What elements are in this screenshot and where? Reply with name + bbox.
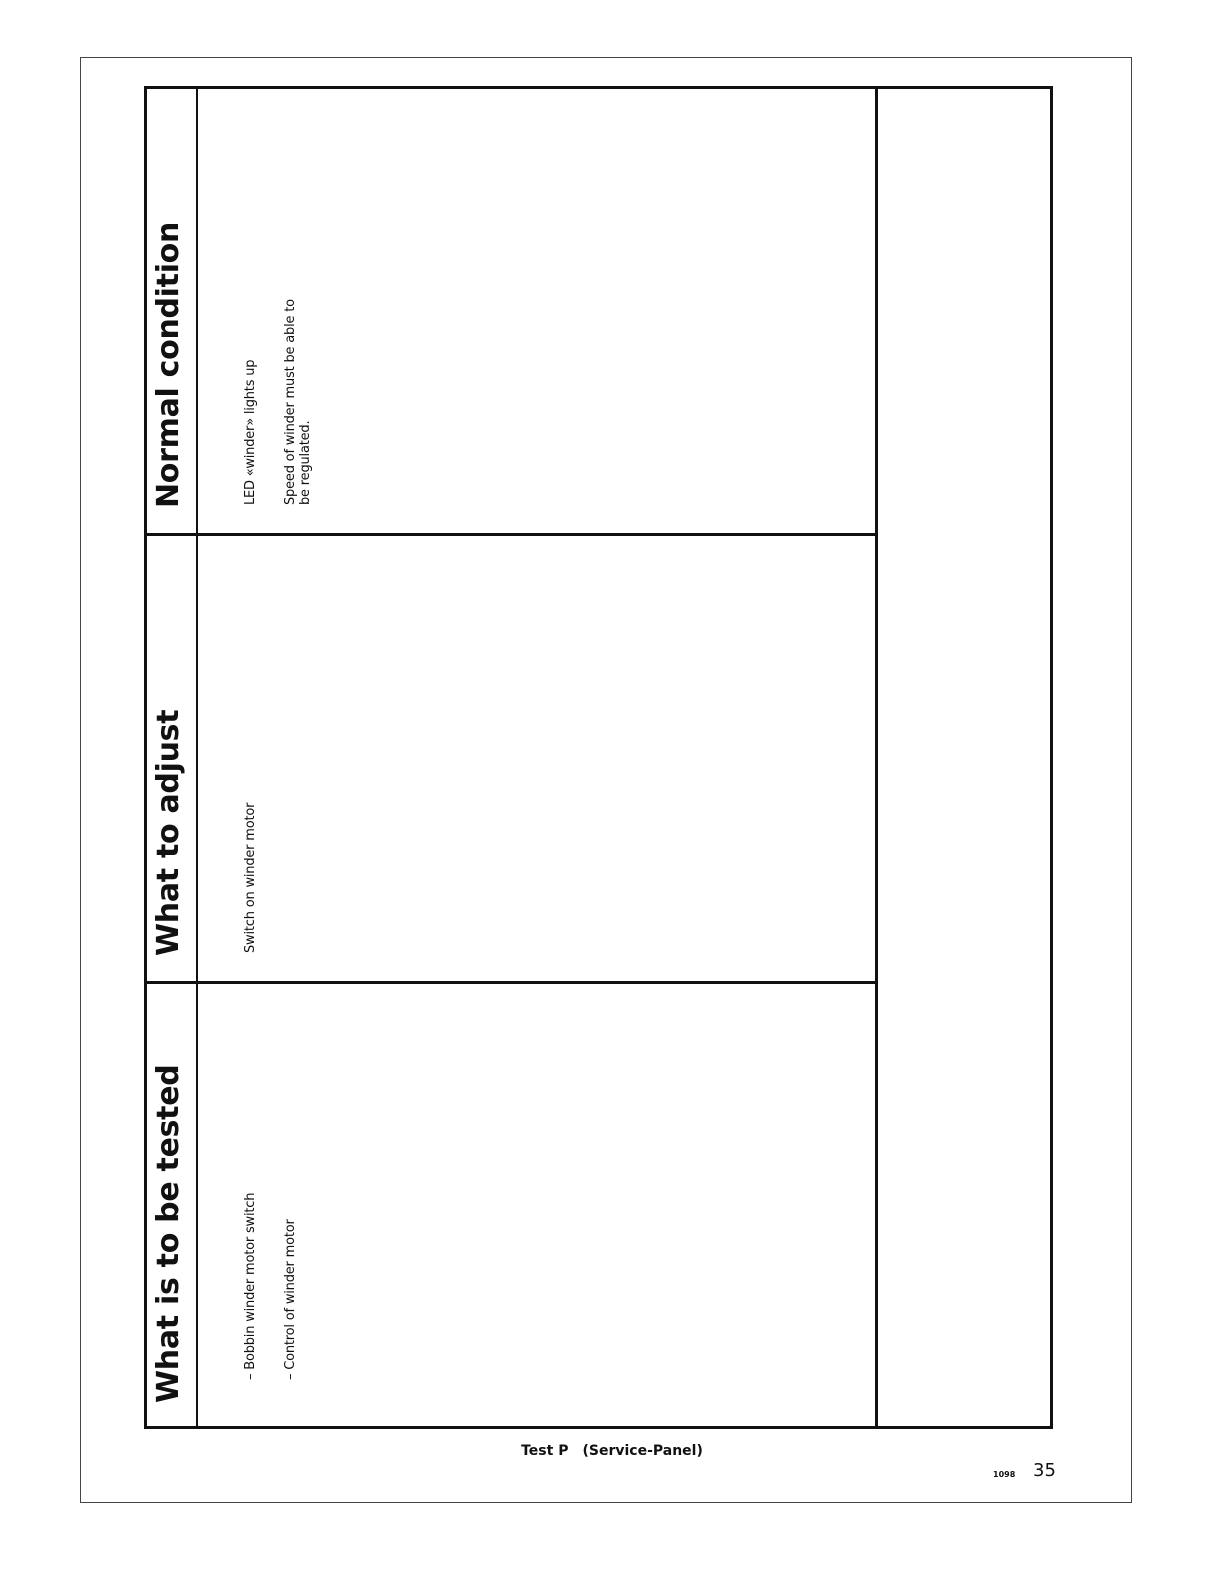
notes-divider — [875, 89, 878, 1426]
page-number: 35 — [1033, 1460, 1056, 1481]
tested-item: – Control of winder motor — [283, 1219, 298, 1380]
footer-test-label: Test P — [521, 1443, 569, 1459]
header-what-to-adjust: What to adjust — [151, 709, 186, 956]
test-table — [144, 86, 1053, 1429]
condition-item: Speed of winder must be able to — [283, 299, 298, 505]
tested-item: – Bobbin winder motor switch — [243, 1192, 258, 1380]
adjust-item: Switch on winder motor — [243, 802, 258, 953]
condition-item: LED «winder» lights up — [243, 359, 258, 505]
column-divider-1 — [147, 533, 876, 536]
header-normal-condition: Normal condition — [151, 221, 186, 508]
condition-item: be regulated. — [298, 420, 313, 505]
document-code: 1098 — [993, 1470, 1016, 1479]
footer-title — [0, 1443, 1224, 1459]
header-what-is-tested: What is to be tested — [151, 1064, 186, 1403]
column-divider-2 — [147, 981, 876, 984]
footer-panel-label: (Service-Panel) — [582, 1443, 703, 1459]
header-divider — [196, 89, 198, 1426]
